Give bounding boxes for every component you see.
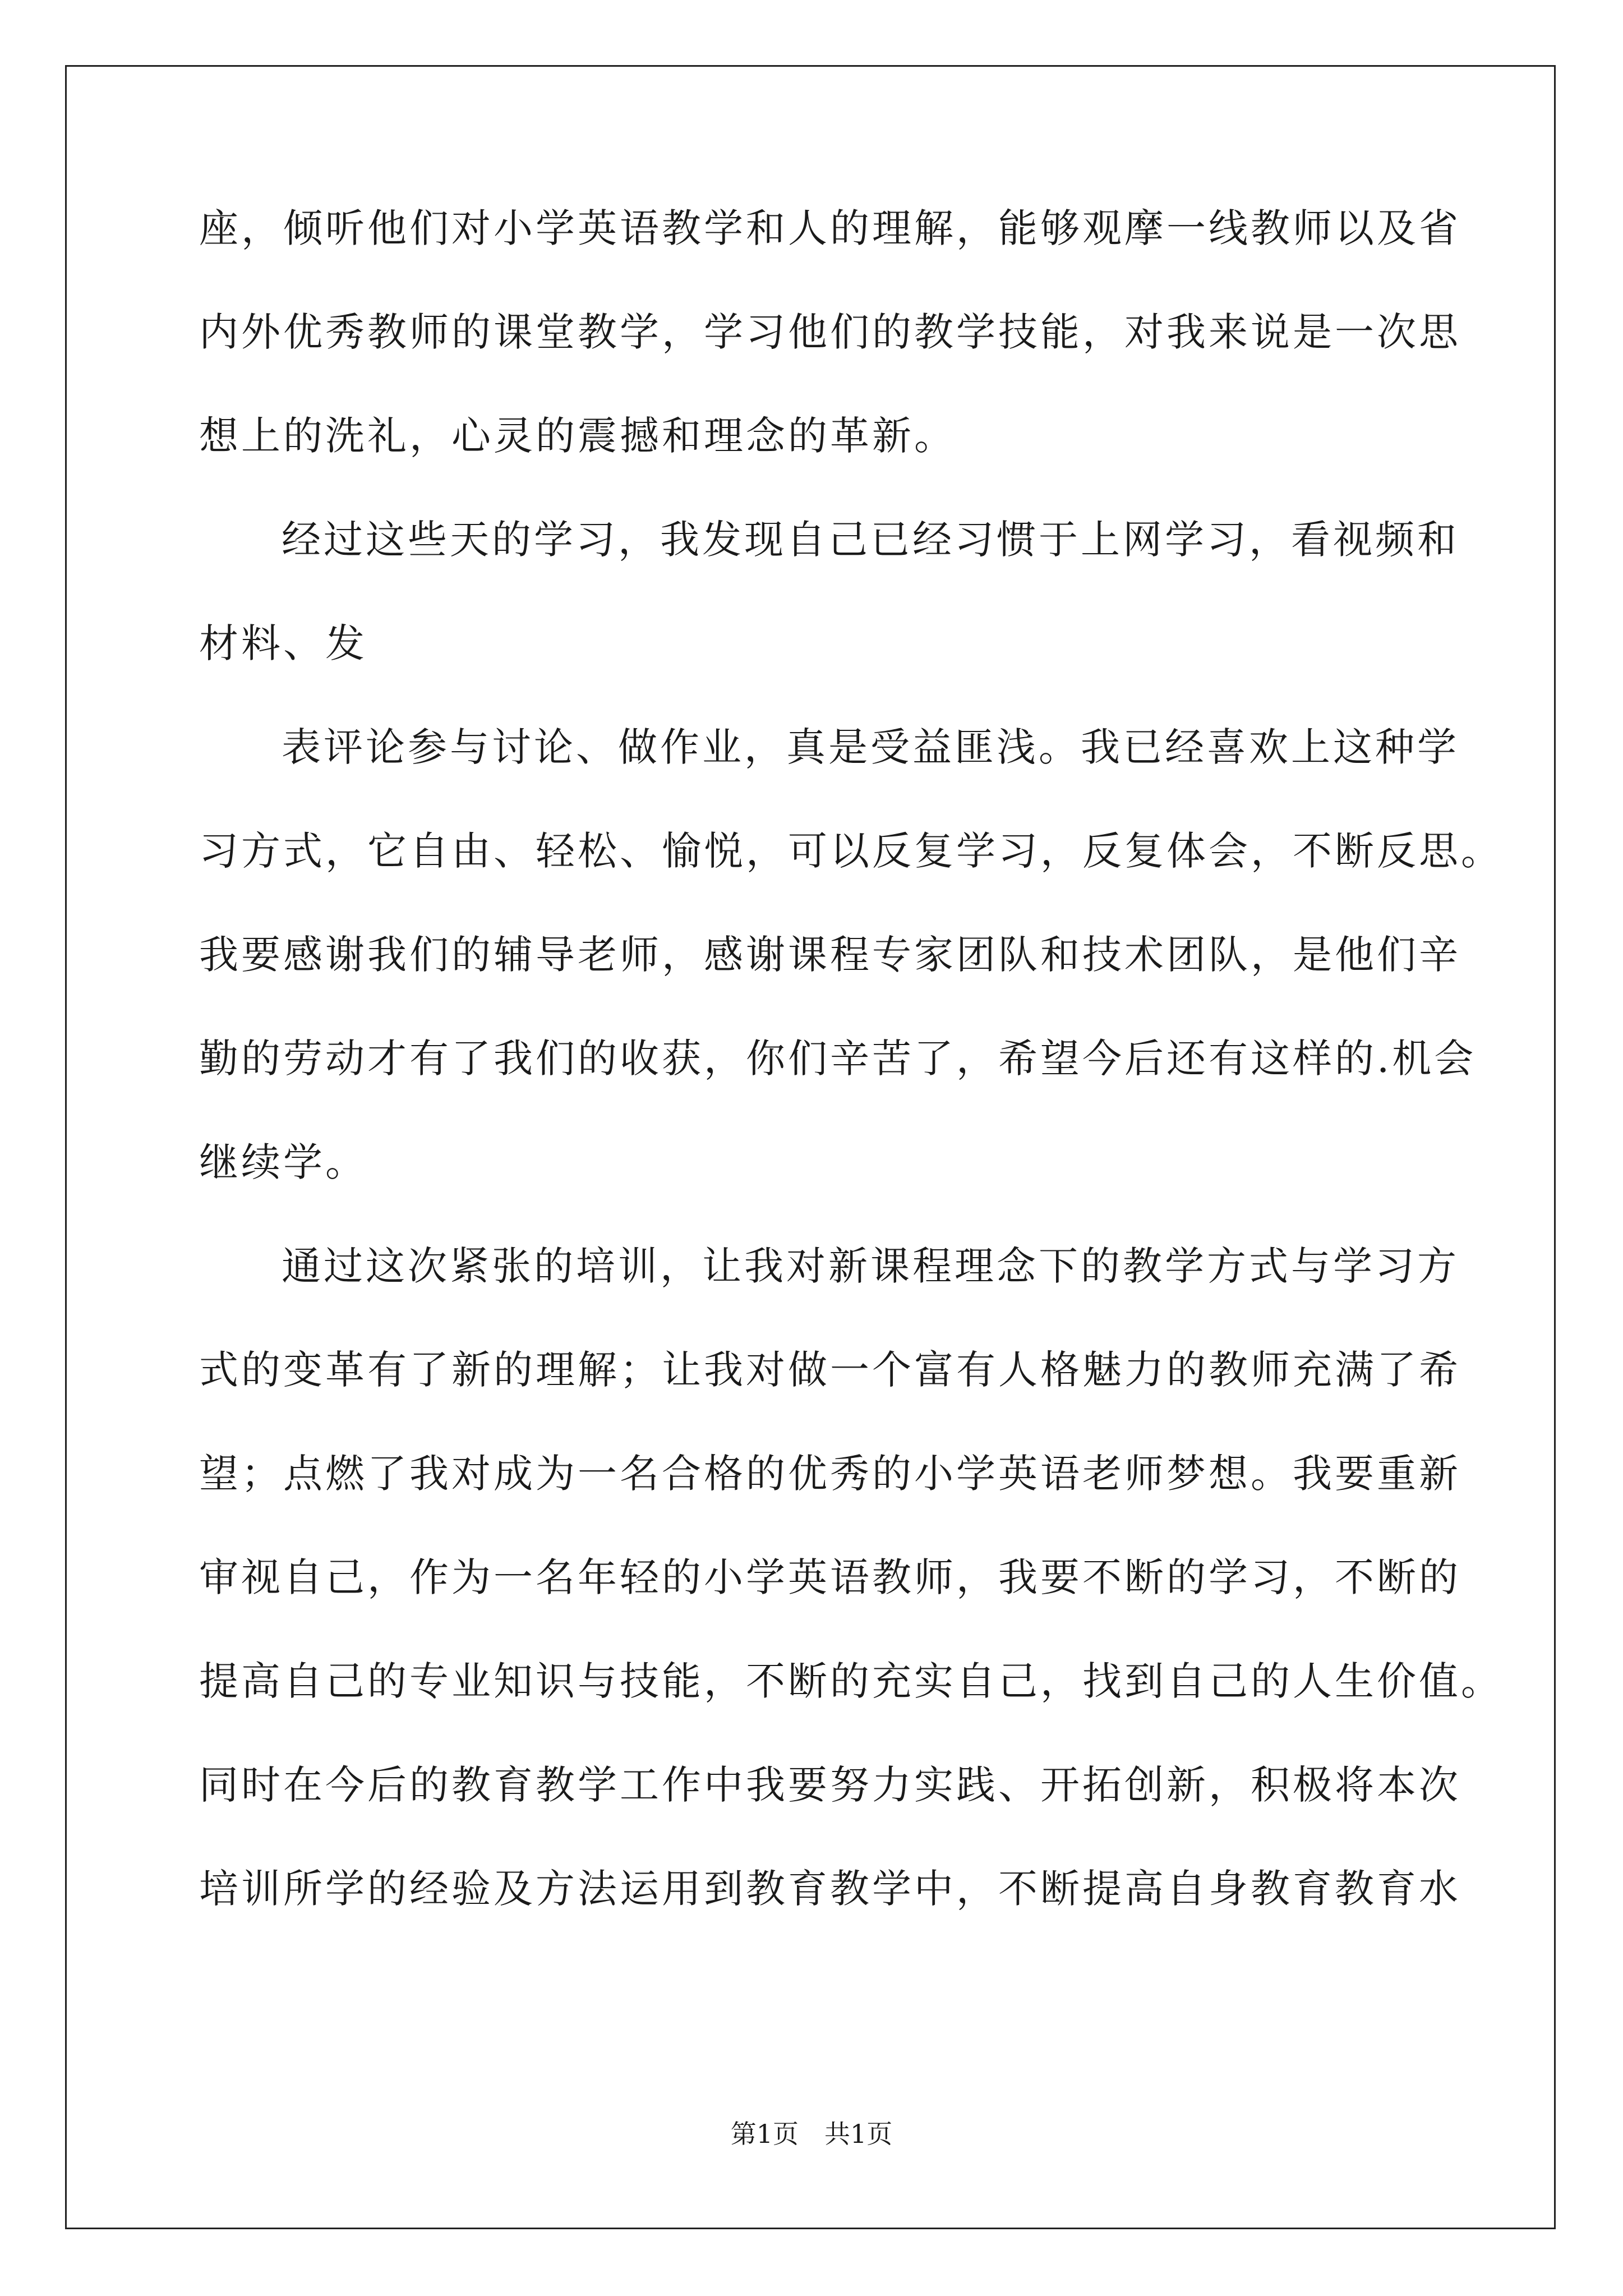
text-line: 式的变革有了新的理解；让我对做一个富有人格魅力的教师充满了希	[199, 1347, 1461, 1393]
text-line: 勤的劳动才有了我们的收获，你们辛苦了，希望今后还有这样的.机会	[199, 1036, 1477, 1082]
text-line: 习方式，它自由、轻松、愉悦，可以反复学习，反复体会，不断反思。	[199, 828, 1503, 874]
text-line: 表评论参与讨论、做作业，真是受益匪浅。我已经喜欢上这种学	[282, 724, 1459, 770]
text-line: 提高自己的专业知识与技能，不断的充实自己，找到自己的人生价值。	[199, 1658, 1503, 1704]
text-line: 想上的洗礼，心灵的震撼和理念的革新。	[199, 413, 956, 459]
text-line: 我要感谢我们的辅导老师，感谢课程专家团队和技术团队，是他们辛	[199, 932, 1461, 978]
text-line: 继续学。	[199, 1139, 367, 1185]
text-line: 经过这些天的学习，我发现自己已经习惯于上网学习，看视频和	[282, 517, 1459, 563]
page-number: 第1页	[730, 2119, 799, 2149]
text-line: 培训所学的经验及方法运用到教育教学中，不断提高自身教育教育水	[199, 1866, 1461, 1912]
text-line: 望；点燃了我对成为一名合格的优秀的小学英语老师梦想。我要重新	[199, 1451, 1461, 1497]
text-line: 材料、发	[199, 620, 367, 666]
page-total: 共1页	[824, 2119, 893, 2149]
page-footer	[0, 2117, 1623, 2151]
text-line: 内外优秀教师的课堂教学，学习他们的教学技能，对我来说是一次思	[199, 309, 1461, 355]
text-line: 审视自己，作为一名年轻的小学英语教师，我要不断的学习，不断的	[199, 1554, 1461, 1600]
text-line: 座，倾听他们对小学英语教学和人的理解，能够观摩一线教师以及省	[199, 205, 1461, 251]
text-line: 同时在今后的教育教学工作中我要努力实践、开拓创新，积极将本次	[199, 1762, 1461, 1808]
document-body	[199, 203, 1503, 1967]
text-line: 通过这次紧张的培训，让我对新课程理念下的教学方式与学习方	[282, 1243, 1459, 1289]
